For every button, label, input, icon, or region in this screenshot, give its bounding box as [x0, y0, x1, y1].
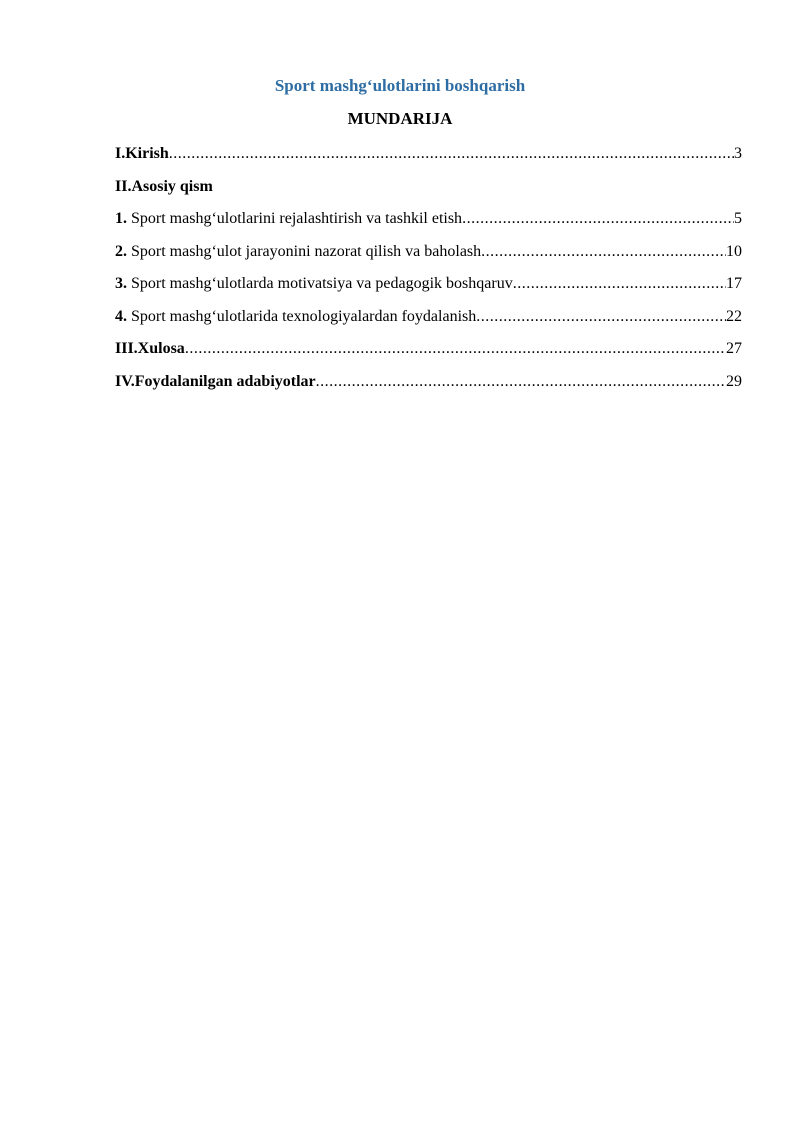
toc-dot-leader	[185, 336, 726, 362]
toc-entry-1[interactable]	[115, 206, 742, 239]
toc-entry-adabiyotlar[interactable]	[115, 369, 742, 402]
toc-entry-title: III.Xulosa	[115, 340, 185, 357]
toc-entry-number: 2.	[115, 242, 127, 260]
toc-entry-number: 4.	[115, 307, 127, 325]
document-title: Sport mashg‘ulotlarini boshqarish	[274, 76, 526, 95]
toc-entry-number: 1.	[115, 210, 127, 227]
toc-dot-leader	[481, 239, 726, 265]
toc-entry-4[interactable]	[115, 304, 742, 337]
table-of-contents	[115, 141, 742, 401]
toc-entry-2[interactable]	[115, 239, 742, 272]
toc-entry-xulosa[interactable]	[115, 336, 742, 369]
toc-page-number: 3	[734, 145, 742, 162]
toc-entry-title: Sport mashg‘ulotlarda motivatsiya va pedagogik boshqaruv	[131, 275, 513, 292]
toc-page-number: 27	[726, 340, 742, 357]
toc-entry-title: Sport mashg‘ulotlarini rejalashtirish va tashkil etish	[131, 210, 463, 227]
toc-entry-asosiy-qism[interactable]	[115, 174, 742, 207]
toc-page-number: 22	[726, 307, 742, 325]
toc-entry-title: Sport mashg‘ulotlarida texnologiyalardan foydalanish	[131, 307, 477, 325]
toc-entry-title: I.Kirish	[115, 145, 169, 162]
toc-heading: MUNDARIJA	[347, 109, 453, 128]
toc-dot-leader	[316, 369, 726, 395]
toc-entry-title: II.Asosiy qism	[115, 177, 213, 195]
toc-dot-leader	[462, 206, 734, 232]
toc-entry-title: Sport mashg‘ulot jarayonini nazorat qilish va baholash	[131, 242, 482, 260]
toc-page-number: 5	[734, 210, 742, 227]
toc-entry-number: 3.	[115, 275, 127, 292]
toc-entry-kirish[interactable]	[115, 141, 742, 174]
toc-page-number: 29	[726, 372, 742, 390]
toc-dot-leader	[169, 141, 734, 167]
toc-page-number: 17	[726, 275, 742, 292]
toc-dot-leader	[513, 271, 726, 297]
toc-dot-leader	[476, 304, 726, 330]
toc-entry-3[interactable]	[115, 271, 742, 304]
toc-page-number: 10	[726, 242, 742, 260]
toc-entry-title: IV.Foydalanilgan adabiyotlar	[115, 372, 316, 390]
